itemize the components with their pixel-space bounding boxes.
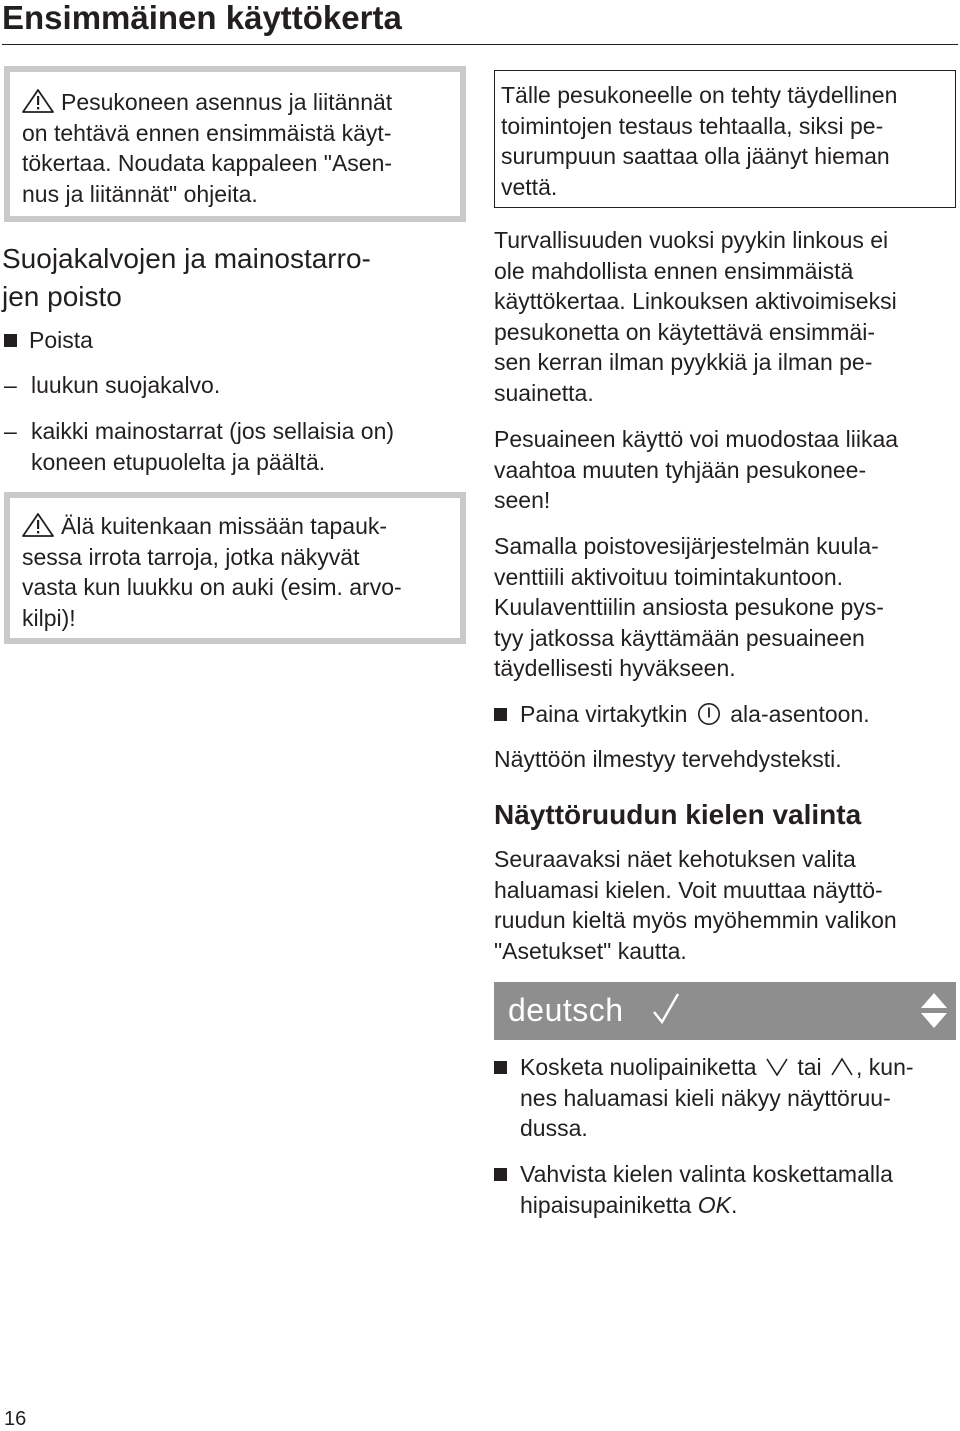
warning-line: Pesukoneen asennus ja liitännät	[61, 89, 393, 115]
step-text: nes haluamasi kieli näkyy näyttöruu-	[520, 1084, 891, 1111]
square-bullet-icon	[494, 1061, 507, 1074]
list-item-text: koneen etupuolelta ja päältä.	[31, 448, 326, 475]
spin-safety-paragraph: Turvallisuuden vuoksi pyykin linkous ei ole mahdollista ennen ensimmäistä käyttökertaa. Linkouksen aktivoimiseksi pesukonetta on käytettävä ensimmäi- sen kerran ilman pyykkiä ja ilman pe- suainetta.	[494, 227, 897, 406]
warning-triangle-icon	[22, 89, 56, 113]
note-line: vettä.	[501, 173, 558, 200]
warning-text	[22, 511, 460, 633]
ball-valve-paragraph: Samalla poistovesijärjestelmän kuula- venttiili aktivoituu toimintakuntoon. Kuulaventtiilin ansiosta pesukone pys- tyy jatkossa käyttämään pesuaineen täydellisesti hyväkseen.	[494, 533, 884, 681]
sticker-warning-note	[4, 492, 466, 644]
section-heading-protective-films: Suojakalvojen ja mainostarro- jen poisto	[2, 243, 371, 312]
dash-bullet-icon: –	[4, 372, 17, 398]
up-down-arrows-icon[interactable]	[920, 992, 948, 1038]
dash-bullet-icon: –	[4, 418, 17, 444]
note-line: Tälle pesukoneelle on tehty täydellinen	[501, 82, 898, 108]
step-text: Kosketa nuolipainiketta	[520, 1054, 757, 1080]
step-confirm-language	[494, 1159, 956, 1221]
step-touch-arrows	[494, 1052, 956, 1147]
step-text: Paina virtakytkin	[520, 701, 688, 727]
warning-line: kilpi)!	[22, 604, 76, 631]
display-language-text: deutsch	[508, 992, 624, 1028]
language-display	[494, 982, 956, 1040]
page-number: 16	[4, 1408, 27, 1430]
square-bullet-icon	[494, 708, 507, 721]
factory-test-note	[494, 70, 956, 208]
warning-line: vasta kun luukku on auki (esim. arvo-	[22, 574, 402, 600]
detergent-foam-paragraph: Pesuaineen käyttö voi muodostaa liikaa vaahtoa muuten tyhjään pesukonee- seen!	[494, 426, 899, 513]
check-icon	[652, 992, 680, 1034]
warning-line: sessa irrota tarroja, jotka näkyvät	[22, 543, 360, 570]
note-line: toimintojen testaus tehtaalla, siksi pe-	[501, 112, 884, 139]
warning-line: nus ja liitännät" ohjeita.	[22, 180, 258, 207]
warning-line: on tehtävä ennen ensimmäistä käyt-	[22, 119, 392, 146]
list-item	[2, 416, 462, 478]
warning-line: Älä kuitenkaan missään tapauk-	[61, 513, 388, 539]
step-text: .	[730, 1191, 738, 1218]
language-intro-paragraph: Seuraavaksi näet kehotuksen valita haluamasi kielen. Voit muuttaa näyttö- ruudun kieltä myös myöhemmin valikon "Asetukset" kautta.	[494, 846, 897, 964]
step-text: hipaisupainiketta	[520, 1191, 698, 1218]
power-icon	[697, 702, 721, 726]
page-title: Ensimmäinen käyttökerta	[2, 0, 402, 36]
list-item	[2, 370, 462, 401]
ok-button-label: OK	[697, 1191, 731, 1218]
step-text: dussa.	[520, 1115, 588, 1141]
square-bullet-icon	[4, 334, 17, 347]
warning-triangle-icon	[22, 513, 56, 537]
greeting-text: Näyttöön ilmestyy tervehdysteksti.	[494, 746, 842, 772]
warning-line: tökertaa. Noudata kappaleen "Asen-	[22, 150, 393, 176]
step-text: , kun-	[856, 1054, 914, 1080]
chevron-down-icon	[766, 1057, 788, 1077]
chevron-up-icon	[831, 1057, 853, 1077]
square-bullet-icon	[494, 1168, 507, 1181]
step-text: ala-asentoon.	[730, 701, 870, 727]
list-item-text: kaikki mainostarrat (jos sellaisia on)	[31, 418, 395, 444]
step-press-power	[494, 699, 956, 730]
step-text: tai	[797, 1054, 822, 1080]
list-item-text: luukun suojakalvo.	[31, 372, 221, 398]
installation-warning-note	[4, 66, 466, 222]
section-heading-language: Näyttöruudun kielen valinta	[494, 799, 862, 830]
step-text: Vahvista kielen valinta koskettamalla	[520, 1161, 893, 1187]
step-text: Poista	[29, 327, 93, 353]
note-line: surumpuun saattaa olla jäänyt hieman	[501, 143, 890, 169]
title-divider	[2, 44, 958, 45]
warning-text	[22, 87, 460, 209]
